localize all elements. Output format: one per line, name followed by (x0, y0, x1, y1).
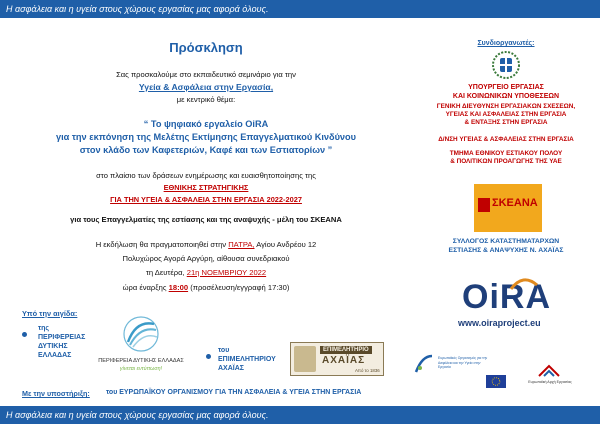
eu-flag-icon (486, 375, 506, 388)
co-organizers-label: Συνδιοργανωτές: (477, 40, 535, 47)
chamber-pin-icon (206, 348, 215, 366)
region-text-1: της (38, 325, 50, 332)
support-label: Με την υποστήριξη: (22, 389, 90, 398)
oira-logo: OiRA (462, 278, 551, 316)
sponsorship-label: Υπό την αιγίδα: (22, 309, 78, 318)
chamber-emblem-icon (294, 346, 316, 372)
invitation-title: Πρόσκληση (169, 40, 243, 55)
tmima-line-2: & ΠΟΛΙΤΙΚΩΝ ΠΡΟΑΓΩΓΗΣ ΤΗΣ ΥΑΕ (450, 158, 562, 165)
quote-line-2: για την εκπόνηση της Μελέτης Εκτίμησης Επαγγελματικού Κινδύνου (55, 132, 357, 142)
event-date: 21η ΝΟΕΜΒΡΙΟΥ 2022 (186, 268, 267, 277)
eu-osha-icon (412, 352, 436, 376)
ministry-line-1: ΥΠΟΥΡΓΕΙΟ ΕΡΓΑΣΙΑΣ (468, 84, 544, 91)
region-text-2: ΠΕΡΙΦΕΡΕΙΑΣ (38, 334, 86, 341)
venue-address: Αγίου Ανδρέου 12 (254, 240, 317, 249)
dept-line-2: ΥΓΕΙΑΣ ΚΑΙ ΑΣΦΑΛΕΙΑΣ ΣΤΗΝ ΕΡΓΑΣΙΑ (445, 111, 567, 118)
tmima-line-1: ΤΜΗΜΑ ΕΘΝΙΚΟΥ ΕΣΤΙΑΚΟΥ ΠΟΛΟΥ (449, 150, 563, 157)
bottom-banner: Η ασφάλεια και η υγεία στους χώρους εργασίας μας αφορά όλους. (0, 406, 600, 424)
region-text-3: ΔΥΤΙΚΗΣ (38, 343, 68, 350)
time-suffix: (προσέλευση/εγγραφή 17:30) (188, 283, 290, 292)
time-prefix: ώρα έναρξης (122, 283, 169, 292)
oira-url: www.oiraproject.eu (458, 318, 541, 328)
ministry-line-2: ΚΑΙ ΚΟΙΝΩΝΙΚΩΝ ΥΠΟΘΕΣΕΩΝ (452, 93, 560, 100)
chamber-text-3: ΑΧΑΪΑΣ (218, 365, 244, 372)
skeana-emblem-icon (478, 198, 490, 212)
venue-line (0, 240, 412, 249)
date-line (0, 268, 412, 277)
chamber-text-2: ΕΠΙΜΕΛΗΤΗΡΙΟΥ (218, 356, 276, 363)
oira-arc-icon (509, 275, 539, 296)
region-logo-caption: ΠΕΡΙΦΕΡΕΙΑ ΔΥΤΙΚΗΣ ΕΛΛΑΔΑΣ (98, 358, 184, 364)
intro-text: Σας προσκαλούμε στο εκπαιδευτικό σεμινάριο για την (116, 70, 296, 79)
venue-prefix: Η εκδήλωση θα πραγματοποιηθεί στην (95, 240, 229, 249)
skeana-line-2: ΕΣΤΙΑΣΗΣ & ΑΝΑΨΥΧΗΣ Ν. ΑΧΑΪΑΣ (448, 247, 564, 254)
support-text: του ΕΥΡΩΠΑΪΚΟΥ ΟΡΓΑΝΙΣΜΟΥ ΓΙΑ ΤΗΝ ΑΣΦΑΛΕΙΑ & ΥΓΕΙΑ ΣΤΗΝ ΕΡΓΑΣΙΑ (106, 389, 362, 396)
chamber-sponsor-text (218, 346, 276, 373)
dept-line-1: ΓΕΝΙΚΗ ΔΙΕΥΘΥΝΣΗ ΕΡΓΑΣΙΑΚΩΝ ΣΧΕΣΕΩΝ, (436, 103, 576, 110)
skeana-line-1: ΣΥΛΛΟΓΟΣ ΚΑΤΑΣΤΗΜΑΤΑΡΧΩΝ (452, 238, 560, 245)
invitation-panel (0, 18, 412, 406)
theme-intro: με κεντρικό θέμα: (176, 95, 236, 104)
ela-caption: Ευρωπαϊκή Αρχή Εργασίας (528, 380, 572, 384)
context-text: στο πλαίσιο των δράσεων ενημέρωσης και ευαισθητοποίησης της (96, 171, 316, 180)
region-pin-icon (22, 326, 31, 344)
chamber-logo-line2: ΑΧΑΪΑΣ (322, 355, 366, 366)
audience-text: για τους Επαγγελματίες της εστίασης και της αναψυχής - μέλη του ΣΚΕΑΝΑ (70, 215, 342, 224)
strategy-line-2: ΓΙΑ ΤΗΝ ΥΓΕΙΑ & ΑΣΦΑΛΕΙΑ ΣΤΗΝ ΕΡΓΑΣΙΑ 2022-2027 (110, 195, 302, 204)
chamber-logo (290, 342, 384, 376)
eu-osha-caption: Ευρωπαϊκός Οργανισμός για την Ασφάλεια και την Υγεία στην Εργασία (438, 356, 488, 369)
strategy-line-1: ΕΘΝΙΚΗΣ ΣΤΡΑΤΗΓΙΚΗΣ (163, 183, 249, 192)
greek-coat-of-arms-icon (492, 51, 520, 84)
event-time: 18:00 (168, 283, 189, 292)
ela-logo-icon (536, 363, 562, 379)
chamber-text-1: του (218, 347, 230, 354)
chamber-logo-year: Από το 1836 (355, 368, 380, 373)
dept-line-3: & ΕΝΤΑΞΗΣ ΣΤΗΝ ΕΡΓΑΣΙΑ (464, 119, 548, 126)
region-sponsor-text (38, 324, 85, 360)
quote-line-1: “ Το ψηφιακό εργαλείο OiRA (143, 119, 269, 129)
co-organizers-panel (412, 18, 600, 406)
skeana-logo-text: ΣΚΕΑΝΑ (492, 197, 538, 209)
western-greece-emblem-icon (96, 312, 186, 356)
date-prefix: τη Δευτέρα, (145, 268, 187, 277)
seminar-title: Υγεία & Ασφάλεια στην Εργασία, (138, 82, 274, 92)
region-logo-slogan: γίνεται εντύπωση! (119, 366, 163, 372)
chamber-logo-line1: ΕΠΙΜΕΛΗΤΗΡΙΟ (320, 346, 372, 354)
region-text-4: ΕΛΛΑΔΑΣ (38, 352, 72, 359)
time-line (0, 283, 412, 292)
directorate-line: Δ/ΝΣΗ ΥΓΕΙΑΣ & ΑΣΦΑΛΕΙΑΣ ΣΤΗΝ ΕΡΓΑΣΙΑ (438, 136, 574, 143)
venue-hall: Πολυχώρος Αγορά Αργύρη, αίθουσα συνεδριακού (122, 254, 290, 263)
top-banner: Η ασφάλεια και η υγεία στους χώρους εργασίας μας αφορά όλους. (0, 0, 600, 18)
western-greece-logo (96, 312, 186, 376)
skeana-logo (474, 184, 542, 232)
quote-line-3: στον κλάδο των Καφετεριών, Καφέ και των Εστιατορίων ” (79, 145, 333, 155)
venue-city: ΠΑΤΡΑ, (228, 240, 255, 249)
